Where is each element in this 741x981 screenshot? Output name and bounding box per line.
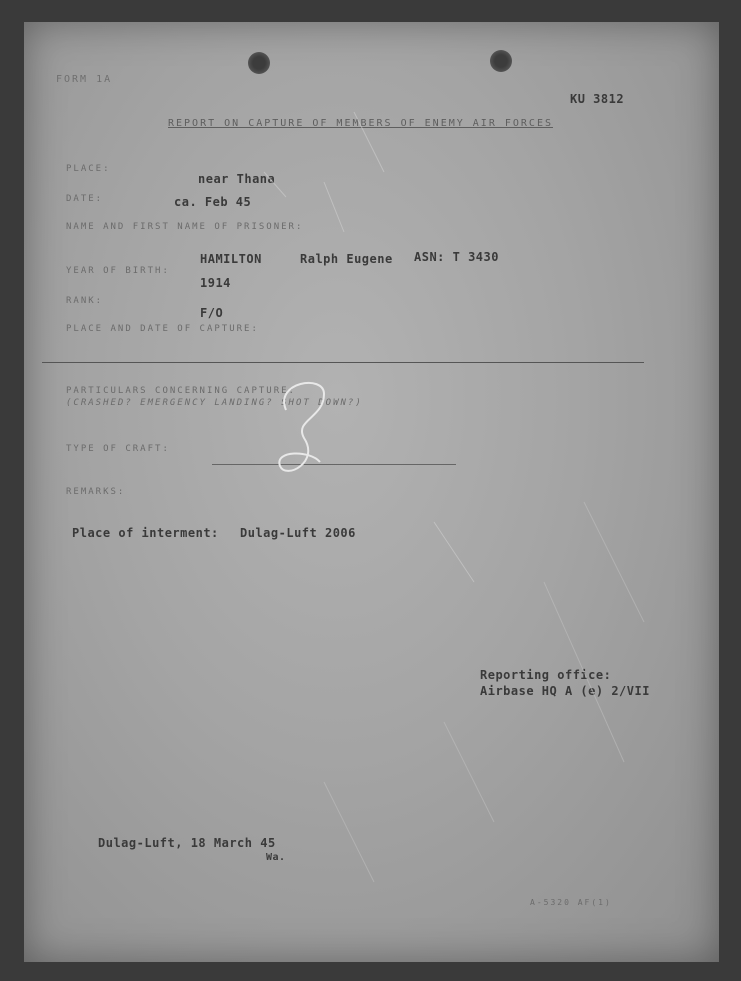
place-value: near Thana xyxy=(198,172,276,186)
form-id: FORM 1A xyxy=(56,74,113,85)
date-value: ca. Feb 45 xyxy=(174,195,252,209)
date-label: DATE: xyxy=(66,194,104,204)
craft-label: TYPE OF CRAFT: xyxy=(66,444,170,454)
footer-code: A-5320 AF(1) xyxy=(530,898,612,907)
birth-label: YEAR OF BIRTH: xyxy=(66,266,170,276)
prisoner-asn: ASN: T 3430 xyxy=(414,250,499,264)
rank-label: RANK: xyxy=(66,296,104,306)
rank-value: F/O xyxy=(200,306,224,320)
initials: Wa. xyxy=(266,852,286,863)
prisoner-surname: HAMILTON xyxy=(200,252,262,266)
particulars-options: (CRASHED? EMERGENCY LANDING? SHOT DOWN?) xyxy=(66,398,363,408)
document-title: REPORT ON CAPTURE OF MEMBERS OF ENEMY AIR FORCES xyxy=(168,118,553,129)
birth-value: 1914 xyxy=(200,276,231,290)
reporting-label: Reporting office: xyxy=(480,668,612,682)
particulars-label: PARTICULARS CONCERNING CAPTURE: xyxy=(66,386,296,396)
signature-line: Dulag-Luft, 18 March 45 xyxy=(98,836,276,850)
remarks-label: REMARKS: xyxy=(66,487,126,497)
reporting-office: Airbase HQ A (e) 2/VII xyxy=(480,684,650,698)
name-label: NAME AND FIRST NAME OF PRISONER: xyxy=(66,222,304,232)
interment-label: Place of interment: xyxy=(72,526,219,540)
prisoner-first-name: Ralph Eugene xyxy=(300,252,393,266)
scratch-marks xyxy=(24,22,719,962)
document-page xyxy=(24,22,719,962)
form-number: KU 3812 xyxy=(570,92,625,106)
capture-label: PLACE AND DATE OF CAPTURE: xyxy=(66,324,259,334)
place-label: PLACE: xyxy=(66,164,111,174)
interment-value: Dulag-Luft 2006 xyxy=(240,526,356,540)
